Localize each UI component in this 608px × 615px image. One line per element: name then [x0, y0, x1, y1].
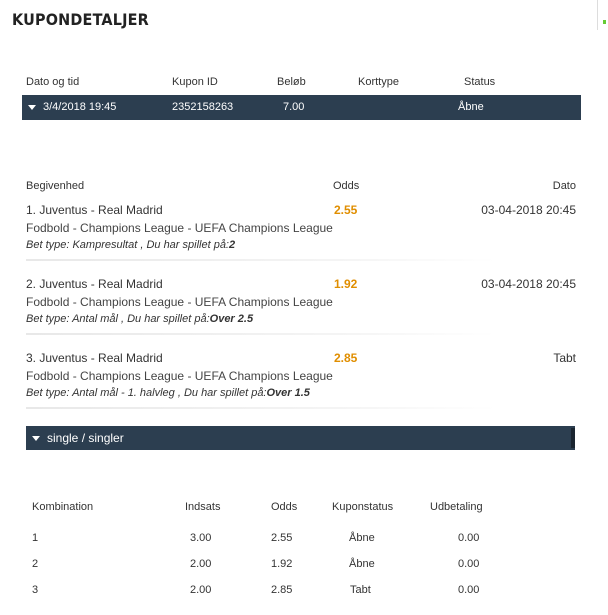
header-status: Status	[464, 76, 496, 88]
event-date: 03-04-2018 20:45	[481, 277, 576, 291]
coupon-summary-bar[interactable]	[22, 95, 581, 120]
event-league: Fodbold - Champions League - UEFA Champions League	[26, 221, 333, 235]
chevron-down-icon[interactable]	[32, 436, 40, 441]
combo-odds: 2.55	[271, 532, 293, 544]
event-odds: 1.92	[334, 277, 358, 291]
combo-stake: 2.00	[190, 558, 212, 570]
divider	[26, 259, 496, 261]
bar-edge	[571, 428, 575, 448]
event-league: Fodbold - Champions League - UEFA Champions League	[26, 369, 333, 383]
scrollbar-corner	[597, 0, 608, 30]
event-item	[0, 277, 608, 347]
combo-status: Åbne	[349, 532, 375, 544]
event-odds: 2.85	[334, 351, 358, 365]
bet-pick: Over 2.5	[209, 313, 254, 325]
combo-payout: 0.00	[458, 532, 480, 544]
combo-stake: 3.00	[190, 532, 212, 544]
combo-header-stake: Indsats	[185, 501, 221, 513]
single-section-toggle[interactable]	[26, 426, 575, 450]
events-header-event: Begivenhed	[26, 180, 85, 192]
header-cardtype: Korttype	[358, 76, 399, 88]
combo-stake: 2.00	[190, 584, 212, 596]
event-bet-type	[26, 239, 235, 251]
event-title: 3. Juventus - Real Madrid	[26, 351, 163, 365]
combo-header-combination: Kombination	[32, 501, 94, 513]
event-odds: 2.55	[334, 203, 358, 217]
coupon-date: 3/4/2018 19:45	[43, 101, 117, 113]
chevron-down-icon[interactable]	[28, 105, 36, 110]
combo-header-payout: Udbetaling	[430, 501, 483, 513]
page-title: KUPONDETALJER	[12, 10, 149, 29]
combo-status: Tabt	[350, 584, 371, 596]
event-item	[0, 351, 608, 421]
header-amount: Beløb	[277, 76, 306, 88]
bet-type-text: Bet type: Antal mål , Du har spillet på:	[26, 313, 210, 325]
bet-type-text: Bet type: Kampresultat , Du har spillet på:	[26, 239, 229, 251]
accent-marker	[603, 20, 606, 24]
bet-pick: Over 1.5	[266, 387, 310, 399]
combo-number: 3	[32, 584, 39, 596]
event-title: 1. Juventus - Real Madrid	[26, 203, 163, 217]
event-date: 03-04-2018 20:45	[481, 203, 576, 217]
coupon-id: 2352158263	[172, 101, 234, 113]
combo-number: 1	[32, 532, 39, 544]
combo-payout: 0.00	[458, 558, 480, 570]
coupon-status: Åbne	[458, 101, 484, 113]
combo-header-status: Kuponstatus	[332, 501, 394, 513]
event-bet-type	[26, 387, 310, 399]
divider	[26, 407, 496, 409]
bet-pick: 2	[229, 239, 236, 251]
event-item	[0, 203, 608, 273]
combo-odds: 1.92	[271, 558, 293, 570]
combo-header-odds: Odds	[271, 501, 298, 513]
event-bet-type	[26, 313, 253, 325]
bet-type-text: Bet type: Antal mål - 1. halvleg , Du har spillet på:	[26, 387, 267, 399]
event-league: Fodbold - Champions League - UEFA Champions League	[26, 295, 333, 309]
events-header-date: Dato	[552, 180, 576, 192]
header-coupon-id: Kupon ID	[172, 76, 218, 88]
coupon-amount: 7.00	[283, 101, 305, 113]
single-section-label: single / singler	[47, 431, 124, 445]
combo-number: 2	[32, 558, 39, 570]
divider	[26, 333, 496, 335]
event-result: Tabt	[553, 351, 576, 365]
combo-payout: 0.00	[458, 584, 480, 596]
combo-status: Åbne	[349, 558, 375, 570]
combo-odds: 2.85	[271, 584, 293, 596]
events-header-odds: Odds	[333, 180, 360, 192]
event-title: 2. Juventus - Real Madrid	[26, 277, 163, 291]
header-date: Dato og tid	[26, 76, 80, 88]
